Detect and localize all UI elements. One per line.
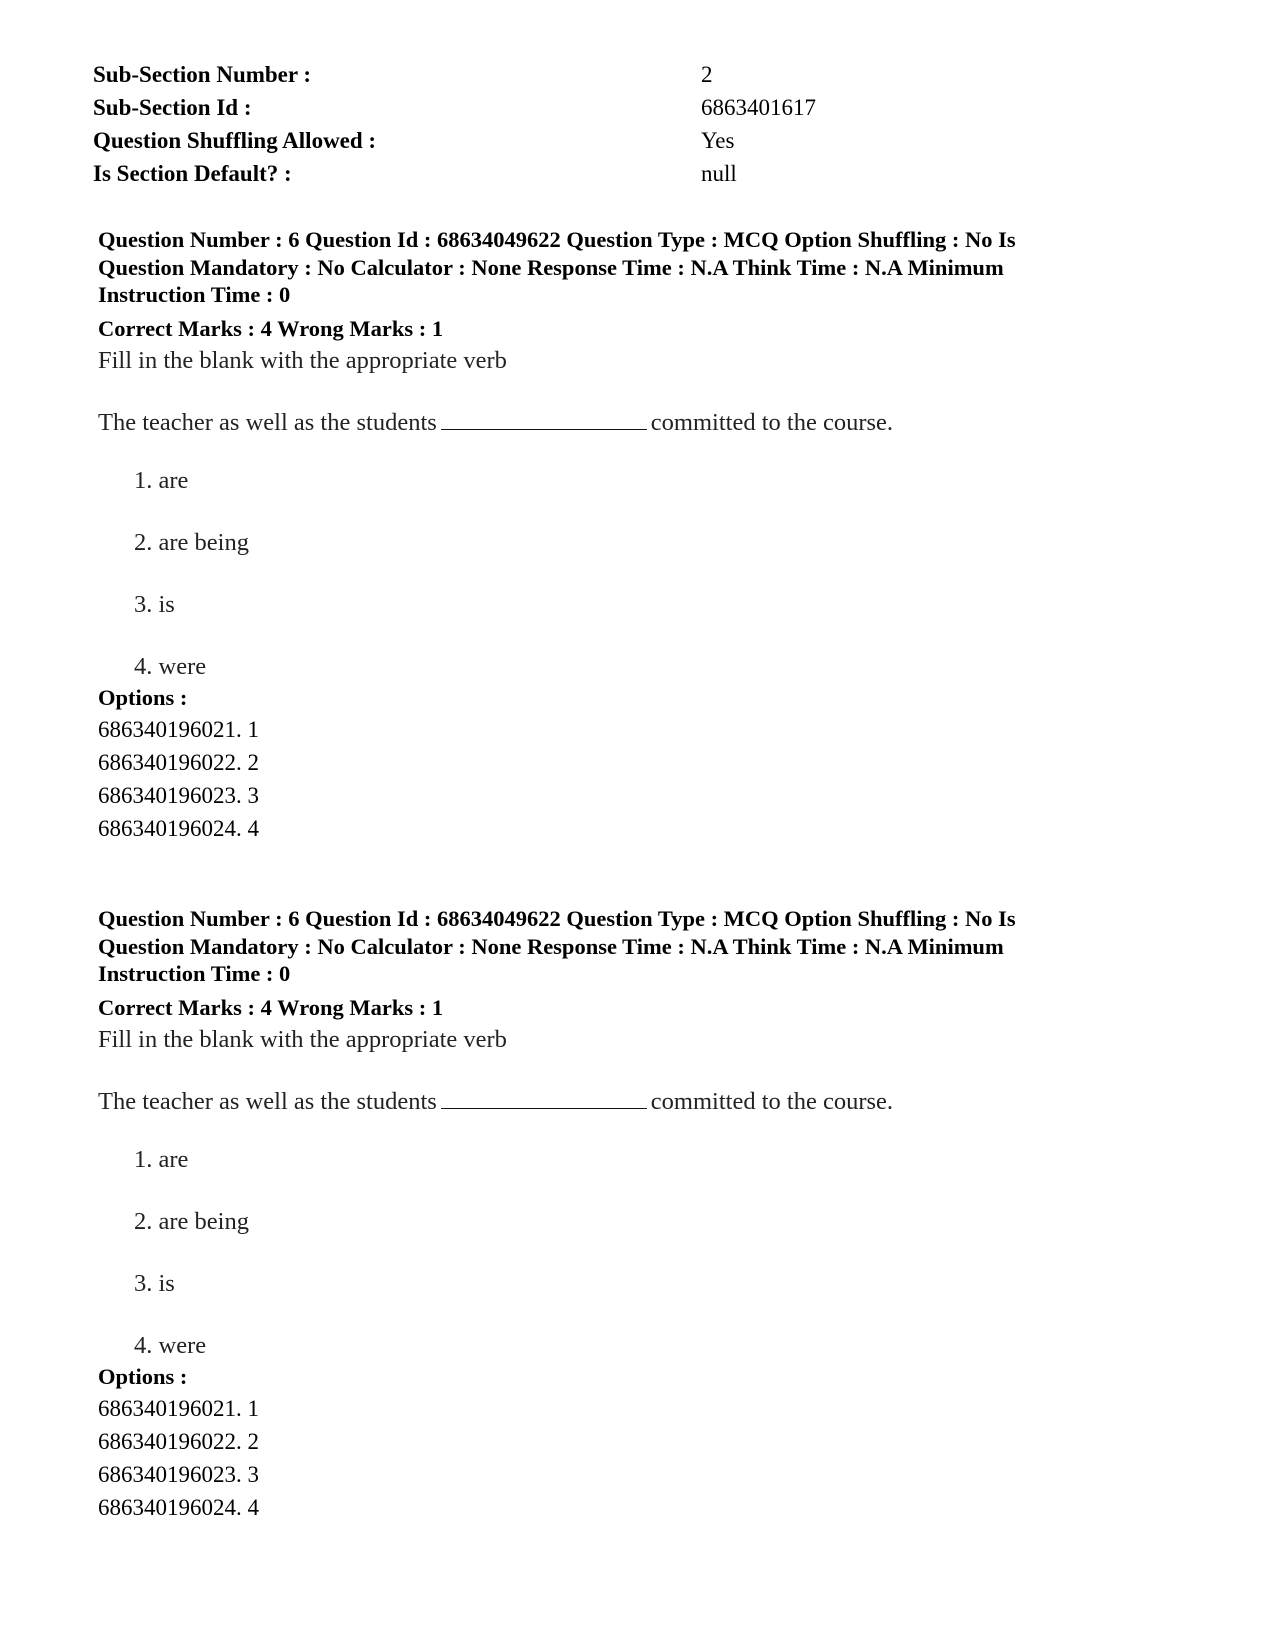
answer-choices [98, 1144, 1188, 1362]
answer-choices [98, 465, 1188, 683]
answer-choice: 4. were [134, 1331, 207, 1359]
option-id: 686340196021. 1 [98, 1395, 259, 1421]
sentence-after: committed to the course. [650, 408, 894, 436]
meta-value: 2 [701, 61, 713, 87]
answer-blank [441, 405, 647, 430]
meta-row-number [93, 58, 853, 91]
meta-label: Question Shuffling Allowed : [93, 127, 377, 153]
options-label: Options : [98, 1363, 188, 1389]
meta-value: null [701, 160, 737, 186]
question-block [98, 905, 1188, 1524]
question-instruction: Fill in the blank with the appropriate verb [98, 1025, 507, 1053]
answer-choice: 3. is [134, 590, 175, 618]
option-id: 686340196024. 4 [98, 1494, 259, 1520]
option-id: 686340196023. 3 [98, 782, 259, 808]
meta-value: 6863401617 [701, 94, 816, 120]
question-header-line: Question Number : 6 Question Id : 68634049622 Question Type : MCQ Option Shuffling : No Is [98, 906, 1016, 931]
question-body [98, 345, 1188, 683]
question-header-line: Instruction Time : 0 [98, 961, 291, 986]
question-header-line: Question Mandatory : No Calculator : None Response Time : N.A Think Time : N.A Minimum [98, 254, 1004, 280]
question-sentence [98, 1084, 1188, 1116]
sentence-before: The teacher as well as the students [98, 408, 437, 436]
question-body [98, 1024, 1188, 1362]
option-id: 686340196022. 2 [98, 749, 259, 775]
question-header [98, 905, 1188, 988]
option-id: 686340196023. 3 [98, 1461, 259, 1487]
question-block [98, 226, 1188, 845]
question-header-line: Question Mandatory : No Calculator : None Response Time : N.A Think Time : N.A Minimum [98, 933, 1004, 959]
question-header-line: Question Number : 6 Question Id : 68634049622 Question Type : MCQ Option Shuffling : No Is [98, 227, 1016, 252]
meta-row-default [93, 157, 853, 190]
option-id-list [98, 713, 1188, 845]
option-id-list [98, 1392, 1188, 1524]
question-header [98, 226, 1188, 309]
sentence-before: The teacher as well as the students [98, 1087, 437, 1115]
answer-choice: 1. are [134, 466, 189, 494]
question-marks: Correct Marks : 4 Wrong Marks : 1 [98, 994, 444, 1020]
meta-value: Yes [701, 127, 735, 153]
option-id: 686340196024. 4 [98, 815, 259, 841]
question-instruction: Fill in the blank with the appropriate verb [98, 346, 507, 374]
sub-section-meta [93, 58, 853, 190]
answer-blank [441, 1084, 647, 1109]
answer-choice: 2. are being [134, 1207, 249, 1235]
answer-choice: 3. is [134, 1269, 175, 1297]
question-header-line: Instruction Time : 0 [98, 282, 291, 307]
sentence-after: committed to the course. [650, 1087, 894, 1115]
option-id: 686340196022. 2 [98, 1428, 259, 1454]
question-sentence [98, 405, 1188, 437]
answer-choice: 4. were [134, 652, 207, 680]
options-label: Options : [98, 684, 188, 710]
answer-choice: 1. are [134, 1145, 189, 1173]
question-marks: Correct Marks : 4 Wrong Marks : 1 [98, 315, 444, 341]
answer-choice: 2. are being [134, 528, 249, 556]
option-id: 686340196021. 1 [98, 716, 259, 742]
meta-row-id [93, 91, 853, 124]
meta-label: Sub-Section Id : [93, 94, 252, 120]
meta-label: Sub-Section Number : [93, 61, 312, 87]
meta-row-shuffling [93, 124, 853, 157]
meta-label: Is Section Default? : [93, 160, 292, 186]
